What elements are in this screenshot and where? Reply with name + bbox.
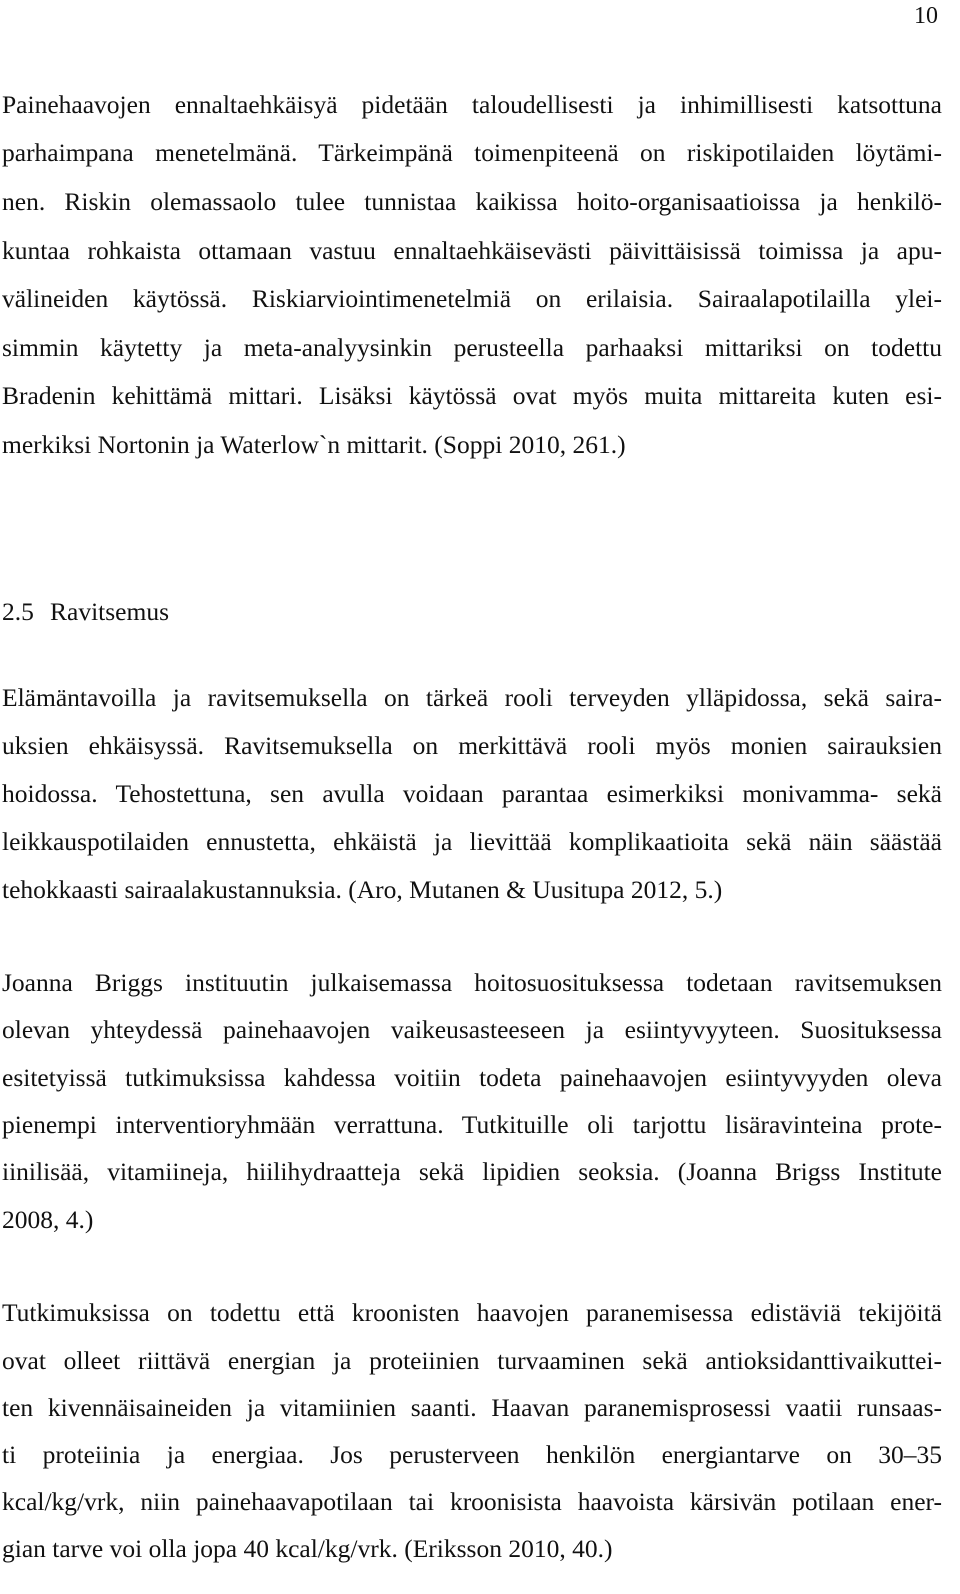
text-line: ovat olleet riittävä energian ja proteiinien turvaaminen sekä antioksidanttivaikuttei- — [2, 1346, 942, 1375]
text-line: kuntaa rohkaista ottamaan vastuu ennaltaehkäisevästi päivittäisissä toimissa ja apu- — [2, 236, 942, 265]
text-line: Bradenin kehittämä mittari. Lisäksi käytössä ovat myös muita mittareita kuten esi- — [2, 381, 942, 410]
text-line: Tutkimuksissa on todettu että kroonisten haavojen paranemisessa edistäviä tekijöitä — [2, 1298, 942, 1327]
text-line: tehokkaasti sairaalakustannuksia. (Aro, Mutanen & Uusitupa 2012, 5.) — [2, 875, 723, 904]
text-line: nen. Riskin olemassaolo tulee tunnistaa kaikissa hoito-organisaatioissa ja henkilö- — [2, 187, 942, 216]
text-line: Painehaavojen ennaltaehkäisyä pidetään taloudellisesti ja inhimillisesti katsottuna — [2, 90, 942, 119]
text-line: esitetyissä tutkimuksissa kahdessa voitiin todeta painehaavojen esiintyvyyden oleva — [2, 1063, 942, 1092]
text-line: simmin käytetty ja meta-analyysinkin perusteella parhaaksi mittariksi on todettu — [2, 333, 942, 362]
text-line: olevan yhteydessä painehaavojen vaikeusasteeseen ja esiintyvyyteen. Suosituksessa — [2, 1015, 942, 1044]
section-heading-number: 2.5 — [2, 597, 34, 626]
section-heading — [2, 597, 942, 627]
section-heading-title: Ravitsemus — [50, 597, 169, 626]
text-line: parhaimpana menetelmänä. Tärkeimpänä toimenpiteenä on riskipotilaiden löytämi- — [2, 138, 942, 167]
text-line: iinilisää, vitamiineja, hiilihydraatteja sekä lipidien seoksia. (Joanna Brigss Institute — [2, 1157, 942, 1186]
text-line: uksien ehkäisyssä. Ravitsemuksella on merkittävä rooli myös monien sairauksien — [2, 731, 942, 760]
text-line: leikkauspotilaiden ennustetta, ehkäistä ja lievittää komplikaatioita sekä näin säästää — [2, 827, 942, 856]
text-line: gian tarve voi olla jopa 40 kcal/kg/vrk. (Eriksson 2010, 40.) — [2, 1534, 613, 1563]
text-line: välineiden käytössä. Riskiarviointimenetelmiä on erilaisia. Sairaalapotilailla ylei- — [2, 284, 942, 313]
text-line: ten kivennäisaineiden ja vitamiinien saanti. Haavan paranemisprosessi vaatii runsaas- — [2, 1393, 942, 1422]
text-line: pienempi interventioryhmään verrattuna. Tutkituille oli tarjottu lisäravinteina prote- — [2, 1110, 942, 1139]
text-line: Elämäntavoilla ja ravitsemuksella on tärkeä rooli terveyden ylläpidossa, sekä saira- — [2, 683, 942, 712]
text-line: merkiksi Nortonin ja Waterlow`n mittarit. (Soppi 2010, 261.) — [2, 430, 626, 459]
text-line: ti proteiinia ja energiaa. Jos perusterveen henkilön energiantarve on 30–35 — [2, 1440, 942, 1469]
text-line: hoidossa. Tehostettuna, sen avulla voidaan parantaa esimerkiksi monivamma- sekä — [2, 779, 942, 808]
page-number: 10 — [914, 3, 938, 29]
text-line: kcal/kg/vrk, niin painehaavapotilaan tai kroonisista haavoista kärsivän potilaan ener- — [2, 1487, 942, 1516]
text-line: Joanna Briggs instituutin julkaisemassa hoitosuosituksessa todetaan ravitsemuksen — [2, 968, 942, 997]
text-line: 2008, 4.) — [2, 1205, 94, 1234]
